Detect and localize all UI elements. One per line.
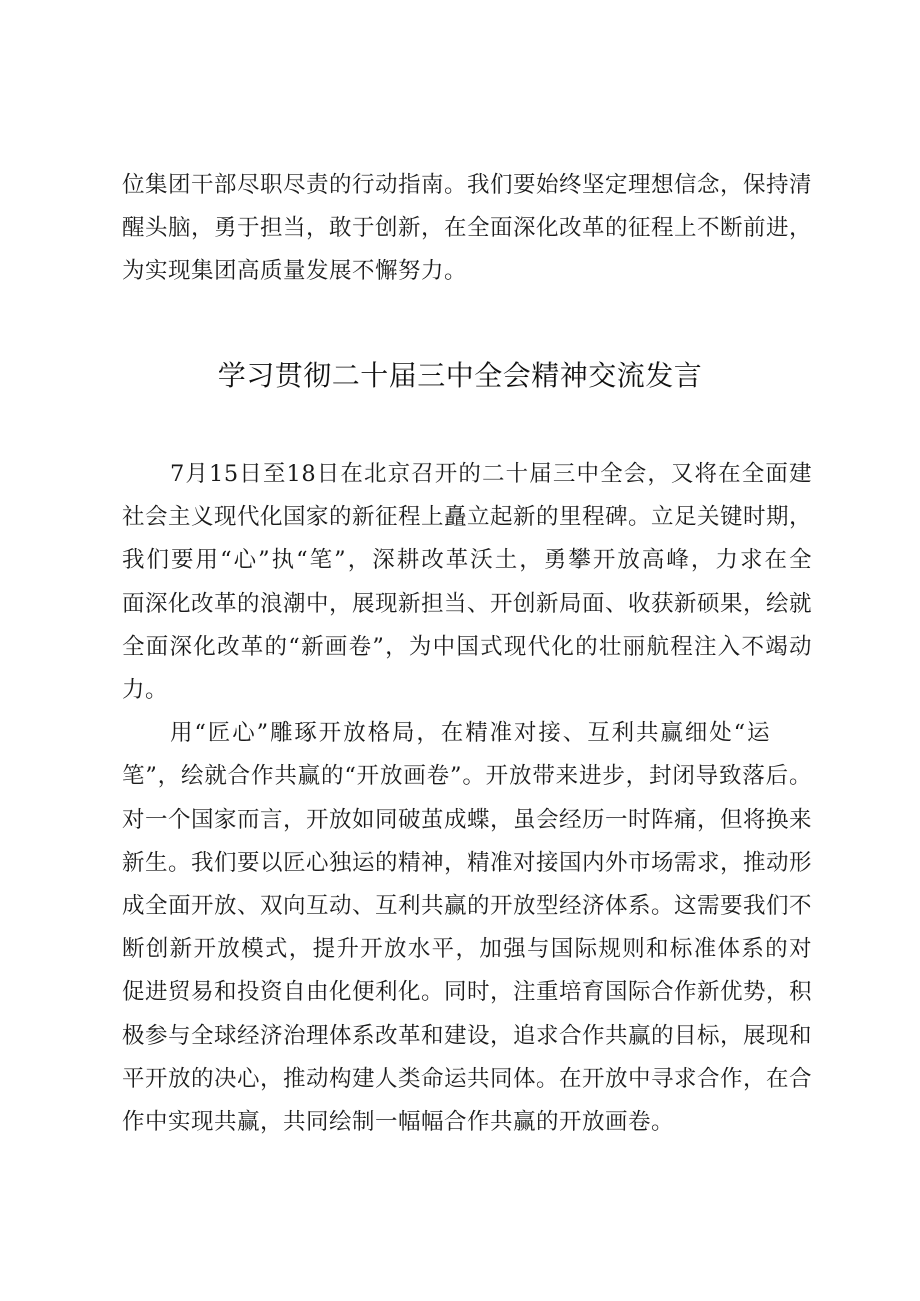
text-line: 平开放的决心，推动构建人类命运共同体。在开放中寻求合作，在合: [122, 1066, 812, 1092]
text-line: 作中实现共赢，共同绘制一幅幅合作共赢的开放画卷。: [122, 1109, 675, 1135]
text-line: 断创新开放模式，提升开放水平，加强与国际规则和标准体系的对: [122, 936, 812, 962]
text-line: 7月15日至18日在北京召开的二十届三中全会，又将在全面建: [170, 461, 812, 487]
text-line: 位集团干部尽职尽责的行动指南。我们要始终坚定理想信念，保持清: [122, 172, 812, 198]
text-line: 面深化改革的浪潮中，展现新担当、开创新局面、收获新硕果，绘就: [122, 591, 812, 617]
text-line: 醒头脑，勇于担当，敢于创新，在全面深化改革的征程上不断前进，: [122, 215, 812, 241]
text-line: 社会主义现代化国家的新征程上矗立起新的里程碑。立足关键时期，: [122, 504, 812, 530]
text-line: 新生。我们要以匠心独运的精神，精准对接国内外市场需求，推动形: [122, 850, 812, 876]
text-line: 对一个国家而言，开放如同破茧成蝶，虽会经历一时阵痛，但将换来: [122, 807, 812, 833]
text-line: 笔”，绘就合作共赢的“开放画卷”。开放带来进步，封闭导致落后。: [122, 763, 812, 789]
text-line: 力。: [122, 677, 169, 703]
text-line: 我们要用“心”执“笔”，深耕改革沃土，勇攀开放高峰，力求在全: [122, 547, 812, 573]
text-line: 极参与全球经济治理体系改革和建设，追求合作共赢的目标，展现和: [122, 1023, 812, 1049]
text-line: 成全面开放、双向互动、互利共赢的开放型经济体系。这需要我们不: [122, 893, 812, 919]
text-line: 为实现集团高质量发展不懈努力。: [122, 258, 468, 284]
text-line: 全面深化改革的“新画卷”，为中国式现代化的壮丽航程注入不竭动: [122, 634, 812, 660]
article-title: 学习贯彻二十届三中全会精神交流发言: [217, 359, 703, 392]
text-line: 促进贸易和投资自由化便利化。同时，注重培育国际合作新优势，积: [122, 979, 812, 1005]
text-line: 用“匠心”雕琢开放格局，在精准对接、互利共赢细处“运: [170, 720, 770, 746]
